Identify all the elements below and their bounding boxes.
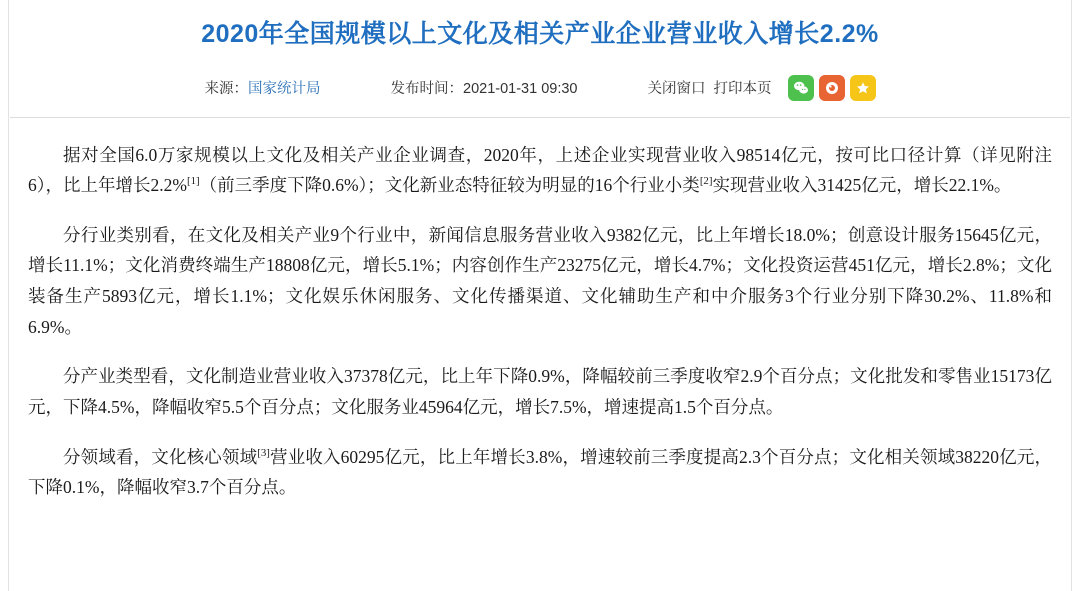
meta-actions (648, 75, 876, 101)
page-title: 2020年全国规模以上文化及相关产业企业营业收入增长2.2% (201, 20, 879, 48)
article-meta-bar (0, 61, 1080, 117)
page-left-rule (8, 0, 9, 591)
publish-label: 发布时间： (390, 81, 463, 97)
close-window-link[interactable]: 关闭窗口 (647, 81, 706, 97)
paragraph-1: 据对全国6.0万家规模以上文化及相关产业企业调查，2020年，上述企业实现营业收入98514亿元，按可比口径计算（详见附注6），比上年增长2.2%[1]（前三季度下降0.6%）；文化新业态特征较为明显的16个行业小类[2]实现营业收入31425亿元，增长22.1%。 (28, 144, 1052, 196)
footnote-marker: [3] (257, 446, 270, 459)
source-label: 来源： (204, 81, 248, 97)
source-link[interactable]: 国家统计局 (248, 81, 321, 97)
footnote-marker: [2] (699, 175, 713, 188)
wechat-share-icon[interactable] (788, 75, 814, 101)
page-right-rule (1071, 0, 1072, 591)
weibo-share-icon[interactable] (819, 75, 845, 101)
favorite-star-icon[interactable] (850, 75, 876, 101)
share-icon-group (788, 75, 876, 101)
paragraph-4: 分领域看，文化核心领域[3]营业收入60295亿元，比上年增长3.8%，增速较前三季度提高2.3个百分点；文化相关领域38220亿元，下降0.1%，降幅收窄3.7个百分点。 (28, 446, 1053, 498)
paragraph-2: 分行业类别看，在文化及相关产业9个行业中，新闻信息服务营业收入9382亿元，比上年增长18.0%；创意设计服务15645亿元，增长11.1%；文化消费终端生产18808亿元，增长5.1%；内容创作生产23275亿元，增长4.7%；文化投资运营451亿元，增长2.8%；文化装备生产5893亿元，增长1.1%；文化娱乐休闲服务、文化传播渠道、文化辅助生产和中介服务3个行业分别下降30.2%、11.8%和6.9%。 (28, 224, 1052, 337)
paragraph-3: 分产业类型看，文化制造业营业收入37378亿元，比上年下降0.9%，降幅较前三季度收窄2.9个百分点；文化批发和零售业15173亿元，下降4.5%，降幅收窄5.5个百分点；文化服务业45964亿元，增长7.5%，增速提高1.5个百分点。 (28, 366, 1052, 417)
footnote-marker: [1] (186, 175, 200, 188)
meta-publish-time (391, 77, 578, 98)
publish-time-value: 2021-01-31 09:30 (463, 81, 578, 97)
print-page-link[interactable]: 打印本页 (713, 81, 772, 97)
article-body (0, 118, 1080, 522)
meta-source (205, 77, 321, 98)
